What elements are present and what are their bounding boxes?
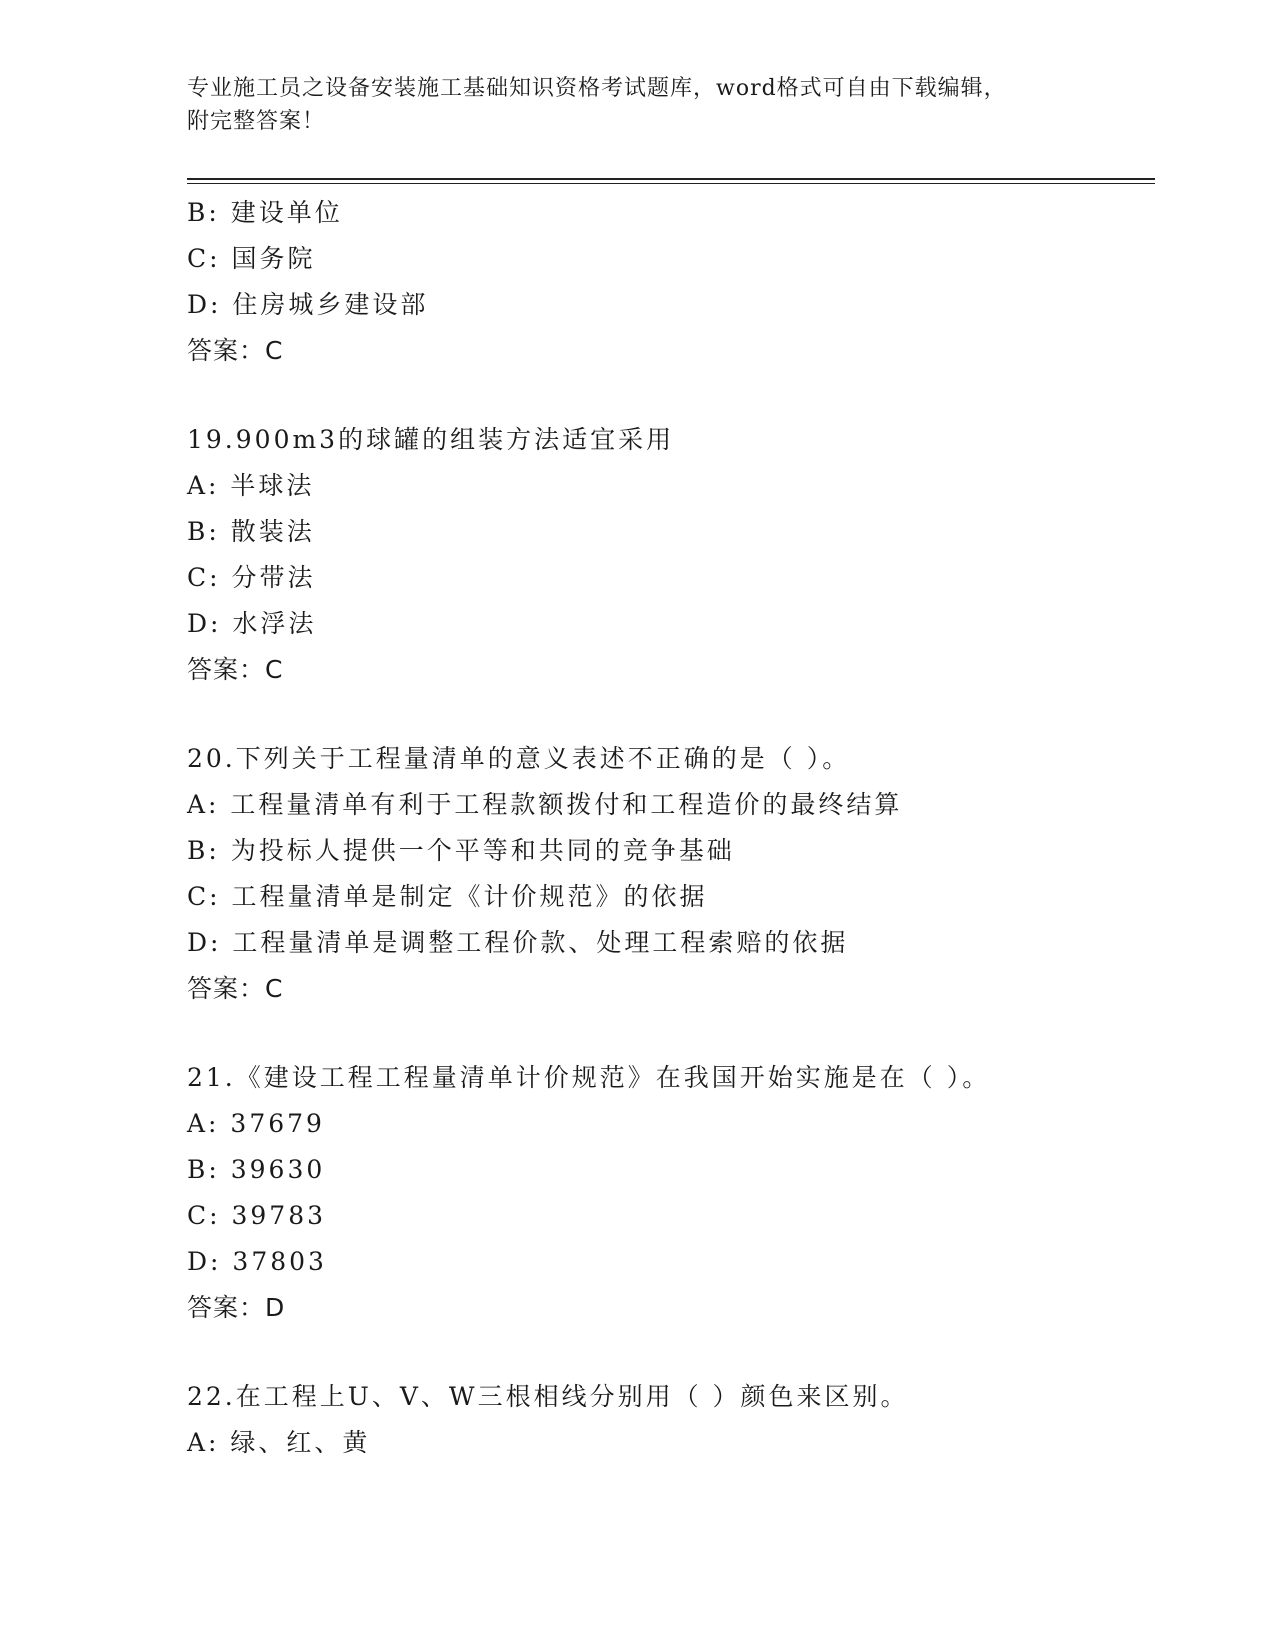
option: B: 散装法	[187, 517, 315, 546]
option: B: 39630	[187, 1155, 326, 1184]
question-stem: 19.900m3的球罐的组装方法适宜采用	[187, 425, 675, 454]
option: A: 工程量清单有利于工程款额拨付和工程造价的最终结算	[187, 790, 903, 819]
option: D: 水浮法	[187, 609, 317, 638]
question-20	[187, 736, 1155, 1012]
question-stem: 20.下列关于工程量清单的意义表述不正确的是（ ）。	[187, 744, 851, 773]
spacer	[187, 1331, 1155, 1374]
question-19	[187, 417, 1155, 693]
option: C: 工程量清单是制定《计价规范》的依据	[187, 882, 708, 911]
answer: 答案：D	[187, 1293, 286, 1322]
header-rule-thin	[187, 183, 1155, 184]
option: B: 为投标人提供一个平等和共同的竞争基础	[187, 836, 735, 865]
option: C: 39783	[187, 1201, 327, 1230]
option: C: 分带法	[187, 563, 316, 592]
document-header: 专业施工员之设备安装施工基础知识资格考试题库，word格式可自由下载编辑， 附完整答案！	[187, 76, 1007, 134]
spacer	[187, 1012, 1155, 1055]
answer: 答案：C	[187, 336, 284, 365]
question-list	[187, 190, 1155, 1466]
answer: 答案：C	[187, 655, 284, 684]
question-22	[187, 1374, 1155, 1466]
answer: 答案：C	[187, 974, 284, 1003]
question-stem: 22.在工程上U、V、W三根相线分别用（ ）颜色来区别。	[187, 1382, 909, 1411]
option: D: 住房城乡建设部	[187, 290, 429, 319]
option: A: 半球法	[187, 471, 315, 500]
option: B: 建设单位	[187, 198, 343, 227]
option: A: 绿、红、黄	[187, 1428, 371, 1457]
option: A: 37679	[187, 1109, 325, 1138]
spacer	[187, 693, 1155, 736]
header-rule-thick	[187, 178, 1155, 180]
option: D: 37803	[187, 1247, 327, 1276]
question-21	[187, 1055, 1155, 1331]
question-carryover	[187, 190, 1155, 374]
option: D: 工程量清单是调整工程价款、处理工程索赔的依据	[187, 928, 849, 957]
option: C: 国务院	[187, 244, 316, 273]
spacer	[187, 374, 1155, 417]
question-stem: 21.《建设工程工程量清单计价规范》在我国开始实施是在（ ）。	[187, 1063, 991, 1092]
